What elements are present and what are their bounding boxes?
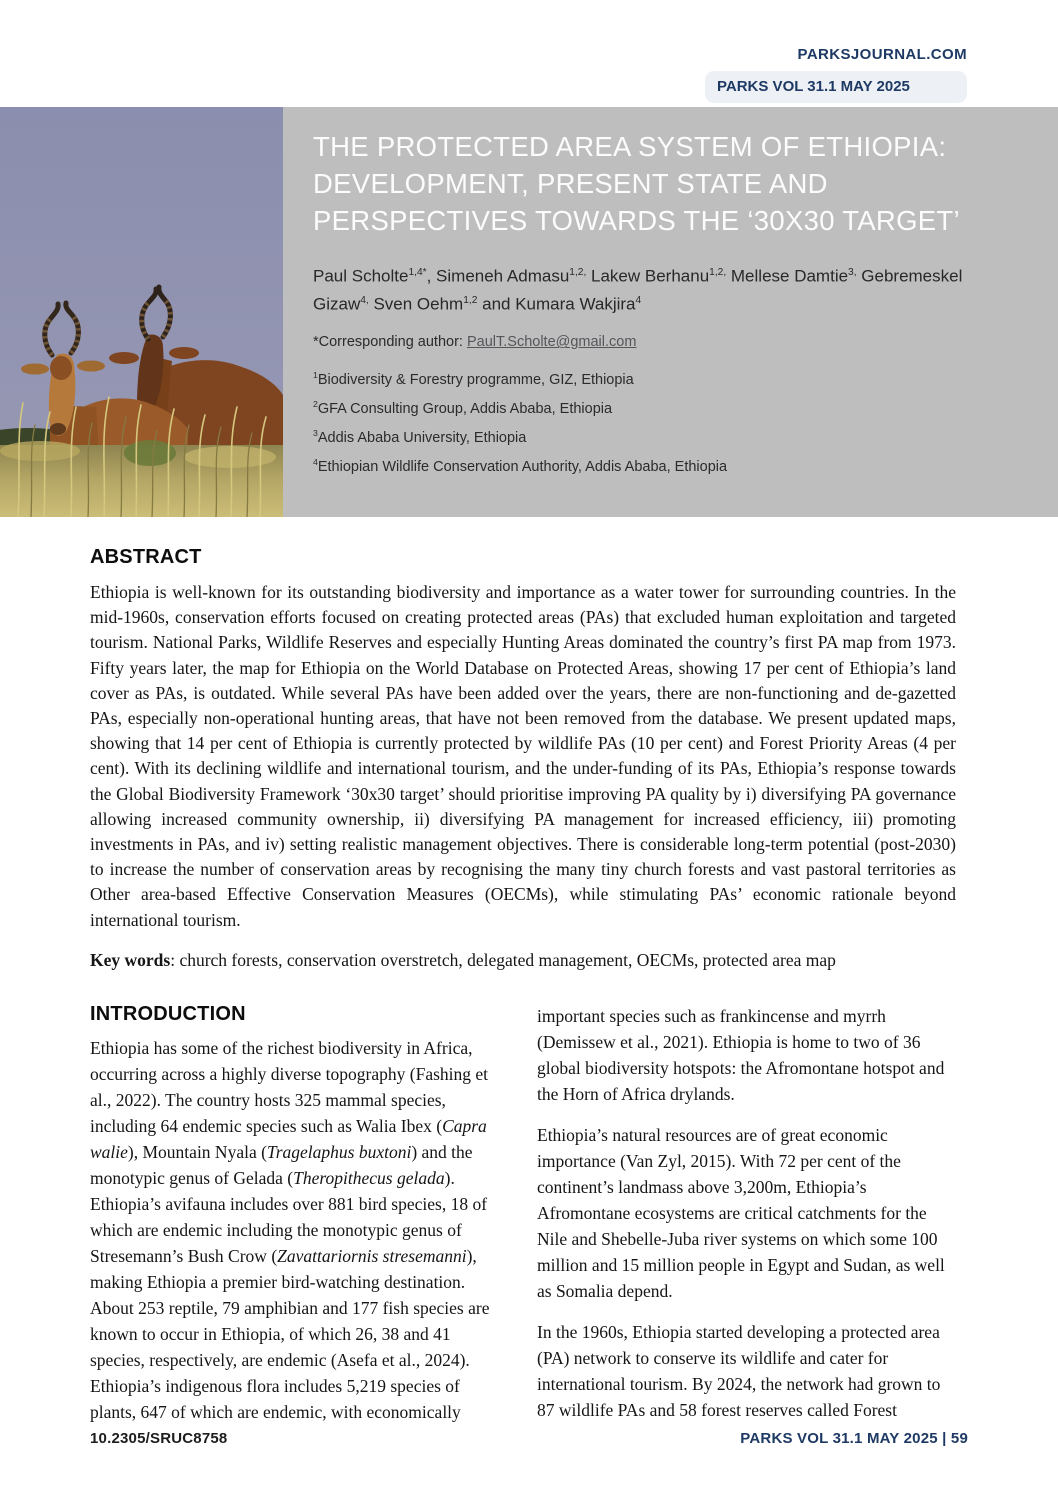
volume-badge: PARKS VOL 31.1 MAY 2025 — [705, 71, 967, 103]
affiliation: $^4$Ethiopian Wildlife Conservation Authority, Addis Ababa, Ethiopia — [313, 456, 728, 475]
two-column-section — [90, 1003, 956, 1440]
title-line: DEVELOPMENT, PRESENT STATE AND — [313, 168, 828, 199]
abstract-heading: ABSTRACT — [90, 546, 202, 568]
article-header — [0, 107, 1058, 517]
affiliation: $^1$Biodiversity & Forestry programme, GIZ, Ethiopia — [313, 370, 634, 389]
page-footer — [90, 1430, 968, 1447]
journal-website-link[interactable]: PARKSJOURNAL.COM — [797, 46, 967, 63]
affiliations — [313, 363, 1024, 478]
intro-right-column — [537, 1003, 956, 1440]
paragraph: important species such as frankincense and myrrh (Demissew et al., 2021). Ethiopia is home to two of 36 global biodiversity hotspots: the Afromontane hotspot and the Horn of Africa drylands. — [537, 1005, 945, 1104]
affiliation: $^3$Addis Ababa University, Ethiopia — [313, 427, 527, 446]
footer-page-info: PARKS VOL 31.1 MAY 2025 | 59 — [740, 1430, 968, 1447]
article-title — [313, 128, 1024, 239]
corresponding-author: *Corresponding author: PaulT.Scholte@gmail.com — [313, 334, 637, 351]
email-link[interactable]: PaulT.Scholte@gmail.com — [466, 334, 637, 351]
paragraph: In the 1960s, Ethiopia started developing a protected area (PA) network to conserve its wildlife and cater for international tourism. By 2024, the network had grown to 87 wildlife PAs and 58 forest reserves called Forest — [537, 1321, 941, 1420]
intro-left-column — [90, 1003, 509, 1440]
title-panel — [283, 107, 1058, 517]
hartebeest-photo — [0, 107, 283, 517]
paragraph: Ethiopia has some of the richest biodiversity in Africa, occurring across a highly diverse topography (Fashing et al., 2022). The country hosts 325 mammal species, including 64 endemic species such as Walia Ibex (Capra walie), Mountain Nyala (Tragelaphus buxtoni) and the monotypic genus of Gelada (Theropithecus gelada). Ethiopia’s avifauna includes over 881 bird species, 18 of which are endemic including the monotypic genus of Stresemann’s Bush Crow (Zavattariornis stresemanni), making Ethiopia a premier bird-watching destination. About 253 reptile, 79 amphibian and 177 fish species are known to occur in Ethiopia, of which 26, 38 and 41 species, respectively, are endemic (Asefa et al., 2024). Ethiopia’s indigenous flora includes 5,219 species of plants, 647 of which are endemic, with economically — [90, 1037, 490, 1422]
abstract-text: Ethiopia is well-known for its outstanding biodiversity and importance as a water tower for surrounding countries. In the mid-1960s, conservation efforts focused on creating protected areas (PAs) that excluded human exploitation and targeted tourism. National Parks, Wildlife Reserves and especially Hunting Areas dominated the country’s first PA map from 1973. Fifty years later, the map for Ethiopia on the World Database on Protected Areas, showing 17 per cent of Ethiopia’s land cover as PAs, is outdated. While several PAs have been added over the years, there are non-functioning and de-gazetted PAs, especially non-operational hunting areas, that have not been removed from the database. We present updated maps, showing that 14 per cent of Ethiopia is currently protected by wildlife PAs (10 per cent) and Forest Priority Areas (4 per cent). With its declining wildlife and international tourism, and the under-funding of its PAs, Ethiopia’s response towards the Global Biodiversity Framework ‘30x30 target’ should prioritise improving PA quality by i) diversifying PA governance allowing increased community ownership, ii) diversifying PA management for increased efficiency, iii) promoting investments in PAs, and iv) setting realistic management objectives. There is considerable long-term potential (post-2030) to increase the number of conservation areas by recognising the many tiny church forests and vast pastoral territories as Other area-based Effective Conservation Measures (OECMs), while stimulating PAs’ economic rationale beyond international tourism. — [90, 582, 956, 930]
title-line: PERSPECTIVES TOWARDS THE ‘30X30 TARGET’ — [313, 205, 960, 236]
affiliation: $^2$GFA Consulting Group, Addis Ababa, Ethiopia — [313, 399, 613, 417]
article-body — [90, 546, 956, 1440]
paragraph: Ethiopia’s natural resources are of great economic importance (Van Zyl, 2015). With 72 per cent of the continent’s landmass above 3,200m, Ethiopia’s Afromontane ecosystems are critical catchments for the Nile and Shebelle-Juba river systems on which some 100 million and 15 million people in Egypt and Sudan, as well as Somalia depend. — [537, 1124, 945, 1301]
intro-right-paragraphs — [537, 1003, 956, 1423]
masthead — [705, 46, 967, 103]
intro-left-paragraphs — [90, 1035, 509, 1425]
title-line: THE PROTECTED AREA SYSTEM OF ETHIOPIA: — [313, 131, 947, 162]
keywords-line: Key words: church forests, conservation overstretch, delegated management, OECMs, protected area map — [90, 949, 836, 970]
hartebeest-photo-illustration — [0, 107, 283, 517]
introduction-heading: INTRODUCTION — [90, 1002, 246, 1025]
doi: 10.2305/SRUC8758 — [90, 1430, 228, 1447]
author-list: Paul Scholte$^{1,4*}$, Simeneh Admasu$^{1,2,}$ Lakew Berhanu$^{1,2,}$ Mellese Damtie$^{3,}$ Gebremeskel Gizaw$^{4,}$ Sven Oehm$^{1,2}$ and Kumara Wakjira$^4$ — [313, 266, 963, 314]
